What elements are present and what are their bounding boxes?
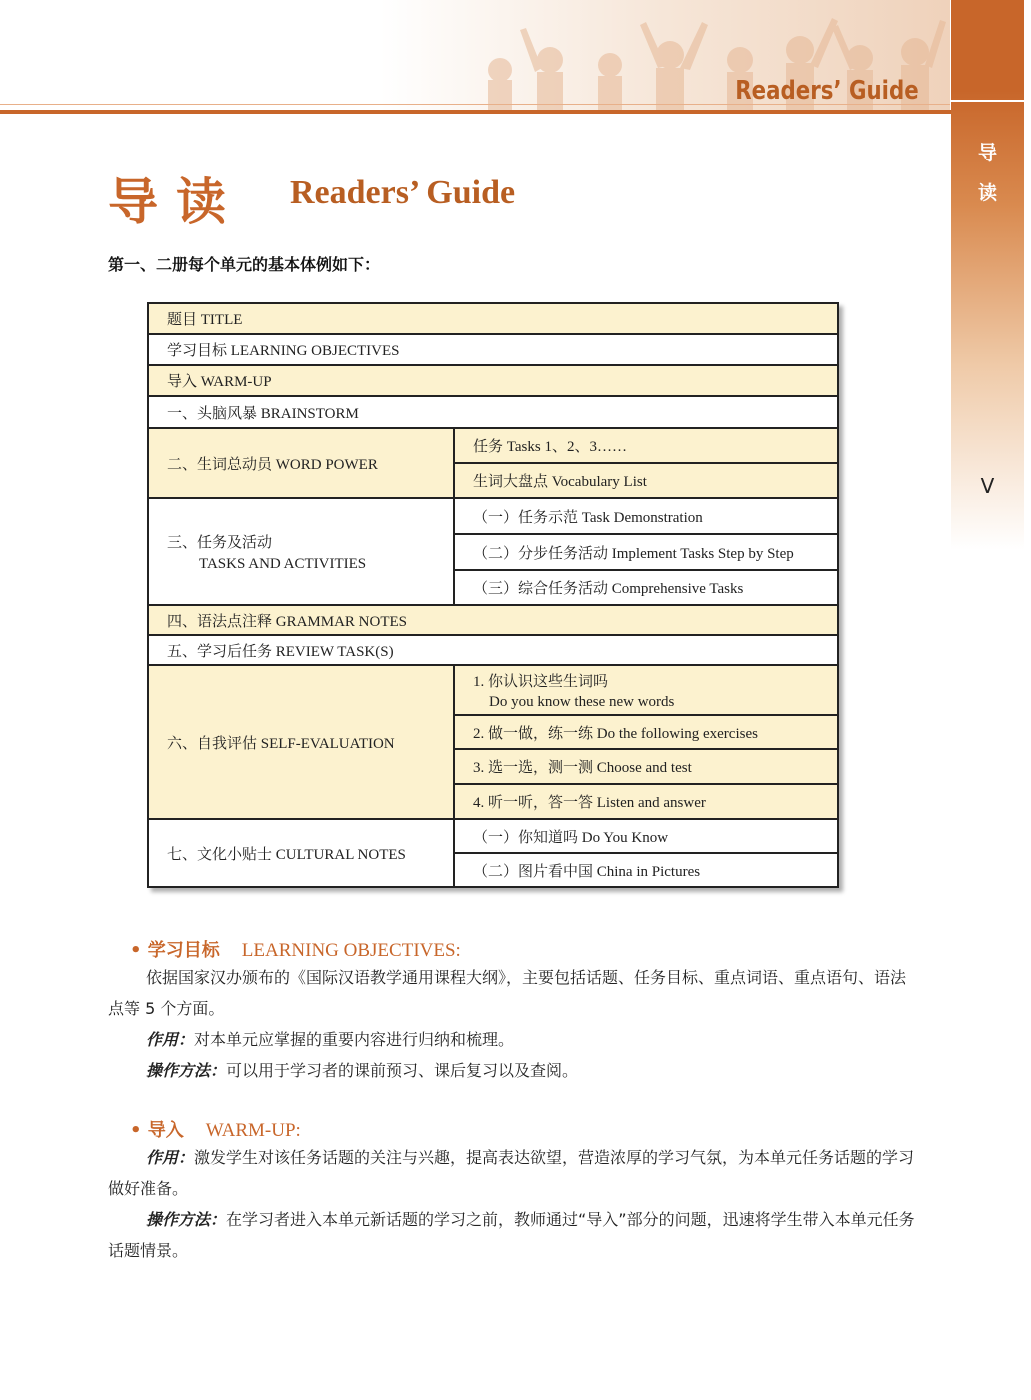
label-use: 作用： <box>146 1148 195 1167</box>
label-use: 作用： <box>146 1030 195 1049</box>
table-cell-line: 三、任务及活动 <box>167 534 273 551</box>
bullet-icon: • <box>130 940 142 961</box>
text-use: 对本单元应掌握的重要内容进行归纳和梳理。 <box>194 1030 515 1049</box>
table-cell: 二、生词总动员 WORD POWER <box>148 428 454 498</box>
table-cell: （三）综合任务活动 Comprehensive Tasks <box>454 570 838 605</box>
table-row <box>148 428 838 463</box>
table-row <box>148 303 838 334</box>
table-cell: （一）任务示范 Task Demonstration <box>454 498 838 534</box>
table-cell: 学习目标 LEARNING OBJECTIVES <box>148 334 838 365</box>
table-cell: 一、头脑风暴 BRAINSTORM <box>148 396 838 428</box>
table-row <box>148 334 838 365</box>
section-heading-learning-objectives <box>130 936 461 962</box>
section-heading-en: LEARNING OBJECTIVES: <box>241 940 461 961</box>
table-cell-line: TASKS AND ACTIVITIES <box>199 555 367 572</box>
section-heading-zh: 导入 <box>147 1120 184 1141</box>
section-heading-warm-up <box>130 1116 301 1142</box>
label-method: 操作方法： <box>146 1210 227 1229</box>
paragraph <box>108 1204 916 1266</box>
label-method: 操作方法： <box>146 1061 227 1080</box>
table-cell-line: 1. 你认识这些生词吗 <box>473 673 609 690</box>
section-heading-zh: 学习目标 <box>147 940 220 961</box>
table-cell: （一）你知道吗 Do You Know <box>454 819 838 853</box>
table-cell: 五、学习后任务 REVIEW TASK(S) <box>148 635 838 665</box>
table-cell: 4. 听一听，答一答 Listen and answer <box>454 784 838 819</box>
page-title-en: Readers’ Guide <box>290 174 516 211</box>
table-cell: 七、文化小贴士 CULTURAL NOTES <box>148 819 454 887</box>
page-number: V <box>980 474 995 498</box>
section-body-warm-up <box>108 1142 916 1266</box>
paragraph <box>108 1055 916 1086</box>
table-cell: 2. 做一做，练一练 Do the following exercises <box>454 715 838 749</box>
unit-structure-table <box>147 302 839 888</box>
table-cell: 导入 WARM-UP <box>148 365 838 396</box>
side-tab-divider <box>951 100 1024 102</box>
intro-text: 第一、二册每个单元的基本体例如下： <box>108 255 381 274</box>
table-cell: 任务 Tasks 1、2、3…… <box>454 428 838 463</box>
table-row <box>148 396 838 428</box>
table-row <box>148 819 838 853</box>
table-row <box>148 498 838 534</box>
running-title: Readers’ Guide <box>735 76 919 106</box>
paragraph <box>108 1142 916 1204</box>
table-cell: （二）分步任务活动 Implement Tasks Step by Step <box>454 534 838 570</box>
header-rule <box>0 110 1024 114</box>
section-body-learning-objectives <box>108 962 916 1086</box>
page-title-zh: 导读 <box>108 173 244 231</box>
text-use: 激发学生对该任务话题的关注与兴趣，提高表达欲望，营造浓厚的学习气氛，为本单元任务话题的学习做好准备。 <box>108 1148 915 1198</box>
table-row <box>148 635 838 665</box>
side-tab-top <box>951 0 1024 90</box>
table-cell: 六、自我评估 SELF-EVALUATION <box>148 665 454 819</box>
table-cell: （二）图片看中国 China in Pictures <box>454 853 838 887</box>
side-tab-char-2: 读 <box>977 182 997 204</box>
bullet-icon: • <box>130 1120 142 1141</box>
paragraph: 依据国家汉办颁布的《国际汉语教学通用课程大纲》，主要包括话题、任务目标、重点词语、重点语句、语法点等 5 个方面。 <box>108 968 907 1018</box>
table-cell <box>454 665 838 715</box>
paragraph <box>108 1024 916 1055</box>
table-cell: 生词大盘点 Vocabulary List <box>454 463 838 498</box>
text-method: 可以用于学习者的课前预习、课后复习以及查阅。 <box>226 1061 579 1080</box>
text-method: 在学习者进入本单元新话题的学习之前，教师通过“导入”部分的问题，迅速将学生带入本单元任务话题情景。 <box>108 1210 915 1260</box>
section-heading-en: WARM-UP: <box>205 1120 301 1141</box>
table-cell: 四、语法点注释 GRAMMAR NOTES <box>148 605 838 635</box>
table-cell <box>148 498 454 605</box>
table-cell: 3. 选一选，测一测 Choose and test <box>454 749 838 784</box>
table-cell: 题目 TITLE <box>148 303 838 334</box>
table-cell-line: Do you know these new words <box>489 693 675 710</box>
table-row <box>148 605 838 635</box>
table-row <box>148 665 838 715</box>
side-tab-char-1: 导 <box>977 142 997 164</box>
table-row <box>148 365 838 396</box>
